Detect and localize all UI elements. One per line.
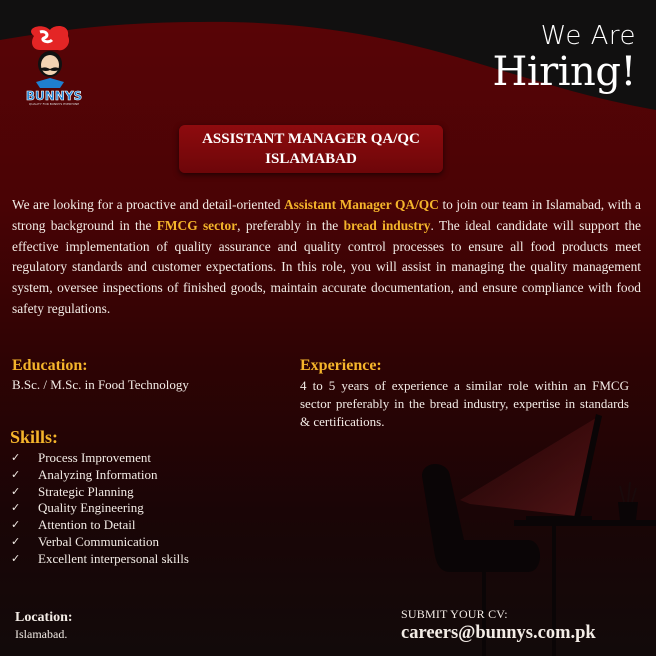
list-item: [10, 534, 189, 551]
skill-label: Process Improvement: [38, 450, 152, 465]
skill-label: Analyzing Information: [38, 466, 158, 482]
intro-text: We are looking for a proactive and detail-oriented: [12, 197, 284, 212]
desk-icon: [514, 520, 656, 526]
highlight-sector: FMCG sector: [156, 217, 238, 233]
highlight-role: Assistant Manager QA/QC: [283, 197, 439, 212]
careers-email-link[interactable]: careers@bunnys.com.pk: [401, 623, 596, 643]
experience-heading: Experience:: [300, 357, 382, 374]
list-item: [10, 551, 189, 568]
we-are-hiring-heading: [492, 22, 636, 94]
skill-label: Verbal Communication: [38, 533, 159, 549]
job-title: ASSISTANT MANAGER QA/QC: [202, 131, 420, 147]
submit-cv-heading: SUBMIT YOUR CV:: [401, 607, 508, 621]
education-value: B.Sc. / M.Sc. in Food Technology: [12, 377, 189, 392]
intro-text: . The ideal candidate will support the effective implementation of quality assurance and quality control processes to ensure all food products meet regulatory standards and customer expectations. In this role, you will assist in managing the quality management system, oversee inspections of finished goods, maintain accurate documentation, and ensure compliance with food safety regulations.: [12, 217, 641, 316]
svg-text:BUNNYS: BUNNYS: [25, 89, 83, 103]
skills-list: [10, 450, 189, 568]
job-title-banner: [179, 125, 443, 173]
education-heading: Education:: [12, 357, 88, 374]
experience-value: 4 to 5 years of experience a similar role within an FMCG sector preferably in the bread industry, expertise in standards & certifications.: [300, 378, 629, 429]
checkmark-icon: ✓: [11, 451, 21, 464]
checkmark-icon: ✓: [11, 534, 21, 548]
checkmark-icon: ✓: [11, 467, 21, 481]
chef-mascot-icon: [14, 22, 94, 106]
screen-glow: [460, 418, 596, 516]
job-description: [12, 195, 641, 320]
skills-heading: Skills:: [10, 427, 59, 447]
submit-cv-section: [401, 607, 596, 644]
list-item: [10, 517, 189, 534]
checkmark-icon: ✓: [11, 551, 21, 565]
job-city: ISLAMABAD: [265, 151, 357, 167]
checkmark-icon: ✓: [11, 518, 21, 532]
list-item: [10, 467, 189, 484]
we-are-text: We Are: [540, 21, 636, 51]
intro-text: , preferably in the: [237, 217, 344, 233]
education-section: [12, 357, 189, 393]
skills-section: [10, 427, 189, 568]
highlight-industry: bread industry: [343, 217, 431, 233]
list-item: [10, 500, 189, 517]
experience-section: [300, 357, 629, 431]
svg-text:QUALITY FOR BUNNYS EVERYONE: QUALITY FOR BUNNYS EVERYONE: [28, 102, 80, 106]
checkmark-icon: ✓: [11, 484, 21, 498]
list-item: [10, 450, 189, 467]
list-item: [10, 484, 189, 501]
skill-label: Strategic Planning: [38, 483, 134, 499]
location-section: [15, 610, 73, 642]
hiring-text: Hiring!: [492, 49, 636, 95]
skill-label: Quality Engineering: [38, 500, 144, 516]
skill-label: Excellent interpersonal skills: [38, 550, 189, 566]
bunnys-logo: [14, 22, 94, 110]
location-value: Islamabad.: [15, 627, 68, 641]
location-heading: Location:: [15, 610, 73, 625]
plant-pot-icon: [618, 502, 638, 520]
intro-text: to join our team in Islamabad, with a strong background in the: [12, 197, 641, 233]
skill-label: Attention to Detail: [38, 517, 136, 533]
checkmark-icon: ✓: [11, 501, 21, 515]
